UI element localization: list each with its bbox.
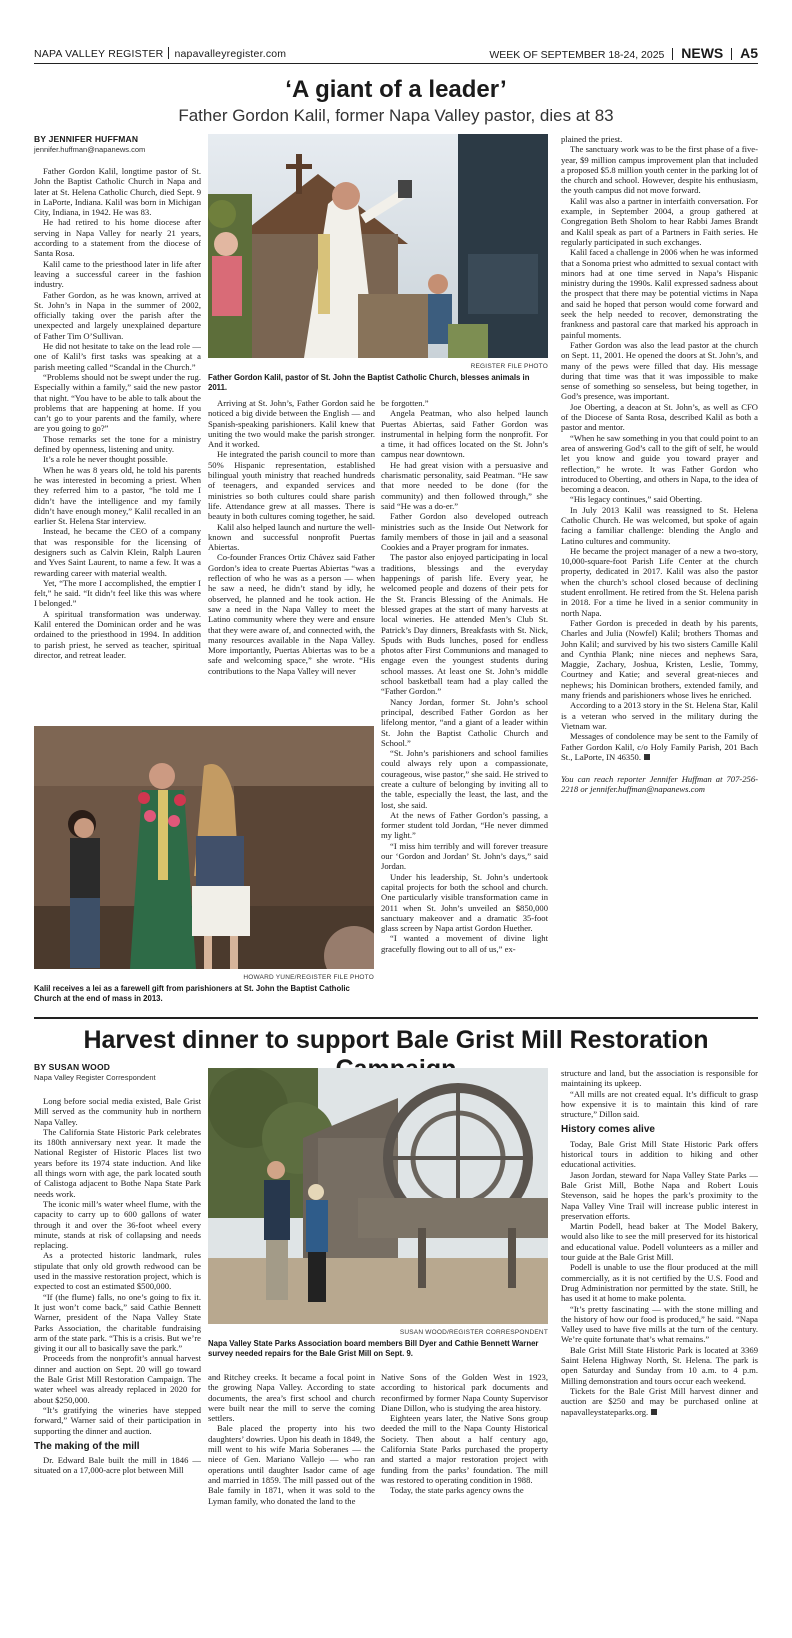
paragraph: “Problems should not be swept under the rug. Especially within a family,” said the new pastor that night. “You have to be able to talk about the problems that are happening at home. If you can’t go to your parents and the family, where are you going to go?” — [34, 371, 201, 434]
photo1-credit: REGISTER FILE PHOTO — [470, 363, 548, 370]
paragraph: “When he saw something in you that could point to an area of answering God’s call to the gift of self, he would let you know and guide you toward prayer and reflection,” he wrote. It was Father Gordon who introduced to Oberting, and others in Napa, to the idea of becoming a deacon. — [561, 432, 758, 495]
paragraph: “St. John’s parishioners and school families could always rely upon a compassionate, courageous, wise pastor,” she said. He strived to create a culture of belonging by inviting all to the table, especially the least, the last, and the lost, she said. — [381, 748, 548, 810]
story2-headline: Harvest dinner to support Bale Grist Mill Restoration — [83, 1026, 709, 1054]
story1-email[interactable]: jennifer.huffman@napanews.com — [34, 145, 146, 154]
paragraph: Martin Podell, head baker at The Model Bakery, would also like to see the mill preserved for its historical and educational value. Podell volunteers as a miller and tour guide at the Bale Grist Mill. — [561, 1221, 758, 1263]
page-number: A5 — [740, 45, 758, 61]
issue-week: WEEK OF SEPTEMBER 18-24, 2025 — [489, 49, 665, 61]
paragraph: He integrated the parish council to more than 50% Hispanic representation, established bilingual youth ministry that reached hundreds of teenagers, and expanded services and ministries so both cultures could share parish life. Attendance grew at all masses. There is beauty in both cultures coming together, he said. — [208, 449, 375, 522]
header-separator — [731, 48, 732, 60]
paragraph: “I miss him terribly and will forever treasure our ‘Gordon and Jordan’ St. John’s days,” said Jordan. — [381, 840, 548, 872]
story2-column-1 — [34, 1096, 201, 1630]
photo-lei-farewell — [34, 726, 374, 969]
paragraph: Kalil also helped launch and nurture the well-known and successful nonprofit Puertas Abiertas. — [208, 521, 375, 553]
paragraph: Kalil faced a challenge in 2006 when he was informed that a Sonoma priest who admitted to sexual contact with minors had at one time served in Napa’s Hispanic ministry during the 1990s. Kalil expressed sadness about the prospect that there may be potential victims in Napa and said he hoped that person would come forward and seek the help needed to recover, demonstrating the frankness and pastoral care that marked his approach in painful moments. — [561, 247, 758, 340]
paragraph: Bale placed the property into his two daughters’ dowries. Upon his death in 1849, the mill went to his wife Maria Soberanes — the niece of Gen. Mariano Vallejo — who ran operations until daughter Isador came of age and married in 1859. The mill passed out of the Bale family in 1871, when it was sold to the Lyman family, who donated the land to the — [208, 1423, 375, 1506]
paragraph: “His legacy continues,” said Oberting. — [570, 494, 703, 505]
photo3-credit: SUSAN WOOD/REGISTER CORRESPONDENT — [399, 1329, 548, 1336]
paragraph: Messages of condolence may be sent to the Family of Father Gordon Kalil, c/o Holy Family Parish, 201 Bach St., LaPorte, IN 46350. — [561, 731, 758, 762]
paragraph: At the news of Father Gordon’s passing, a former student told Jordan, “He never dimmed my light.” — [381, 809, 548, 841]
photo3-caption: Napa Valley State Parks Association board members Bill Dyer and Cathie Bennett Warner survey needed repairs for the Bale Grist Mill on Sept. 9. — [208, 1339, 539, 1358]
paragraph: be forgotten.” — [381, 398, 429, 408]
paragraph: Nancy Jordan, former St. John’s school principal, described Father Gordon as her lifelong mentor, “and a giant of a leader within St. John the Baptist Catholic Church and School.” — [381, 696, 548, 748]
paragraph: The iconic mill’s water wheel flume, with the capacity to carry up to 600 gallons of water through it and over the 36-foot wheel every minute, stands at risk of collapsing and needs replacing. — [34, 1198, 201, 1251]
paragraph: Father Gordon Kalil, longtime pastor of St. John the Baptist Catholic Church in Napa and later at St. Helena Catholic Church, died Sept. 9 in LaPorte, Indiana. Kalil was born in Michigan City, Indiana, in 1942. He was 83. — [34, 166, 201, 218]
paragraph: Joe Oberting, a deacon at St. John’s, as well as CFO of the Diocese of Santa Rosa, described Kalil as both a pastor and mentor. — [561, 401, 758, 433]
paragraph: Today, Bale Grist Mill State Historic Park offers historical tours in addition to hiking and other educational activities. — [561, 1138, 758, 1170]
paragraph: Today, the state parks agency owns the — [390, 1485, 524, 1496]
header-left — [34, 47, 286, 60]
paragraph: Instead, he became the CEO of a company that was responsible for the licensing of designers such as Calvin Klein, Ralph Lauren and Yves Saint Laurent, to name a few. It was a rewarding career with material wealth. — [34, 526, 201, 578]
section-label: NEWS — [681, 45, 724, 61]
paragraph: plained the priest. — [561, 134, 623, 144]
paragraph: He became the project manager of a new a two-story, 10,000-square-foot Parish Life Center at the church property, dedicated in 2017. Kalil was also the pastor when the church’s school closed because of declining student enrollment. He retired from the St. Helena parish in 2018. For a time he lived in a senior community in north Napa. — [561, 545, 758, 618]
paragraph: When he was 8 years old, he told his parents he was interested in becoming a priest. When they referred him to a pastor, “he told me I didn’t have the intelligence and my family didn’t have enough money,” Kalil recalled in an earlier St. Helena Star interview. — [34, 464, 201, 527]
photo2-caption: Kalil receives a lei as a farewell gift from parishioners at St. John the Baptist Catholic Church at the end of mass in 2013. — [34, 984, 350, 1003]
paragraph: “I wanted a movement of divine light gracefully flowing out to all of us,” ex- — [381, 933, 548, 954]
paragraph: Father Gordon was also the lead pastor at the church on Sept. 11, 2001. He opened the doors at St. John’s, and many of the pews were filled that day. His message during that time was that it was impossible to make sense of something so senseless, but being together, in God’s presence, was important. — [561, 339, 758, 402]
paragraph: Arriving at St. John’s, Father Gordon said he noticed a big divide between the English — and Spanish-speaking parishioners. Kalil knew that uniting the two would make the parish stronger. And it worked. — [208, 398, 375, 450]
paragraph: Those remarks set the tone for a ministry defined by openness, listening and unity. — [34, 433, 201, 455]
paragraph: He had retired to his home diocese after serving in Napa Valley for nearly 21 years, according to a statement from the diocese of Santa Rosa. — [34, 217, 201, 259]
end-of-story-mark — [644, 754, 650, 760]
paragraph: A spiritual transformation was underway. Kalil entered the Dominican order and he was ordained to the priesthood in 1994. In addition to parish priest, he served as teacher, spiritual director, and retreat leader. — [34, 608, 201, 660]
paragraph: Kalil was also a partner in interfaith conversation. For example, in September 2004, a group gathered at Congregation Beth Sholom to hear Rabbi James Brandt and Kalil speak as part of a Partners in Faith series. He regularly participated in such exchanges. — [561, 195, 758, 247]
paragraph: Native Sons of the Golden West in 1923, according to historical park documents and reconfirmed by former Napa County Supervisor Diane Dillon, who is studying the area history. — [381, 1372, 548, 1413]
photo1-caption: Father Gordon Kalil, pastor of St. John the Baptist Catholic Church, blesses animals in 2011. — [208, 373, 530, 392]
paragraph: Angela Peatman, who also helped launch Puertas Abiertas, said Father Gordon was instrumental in helping form the nonprofit. For a time, it had offices located on the St. John’s campus near downtown. — [381, 408, 548, 460]
story-divider — [34, 1017, 758, 1019]
page-header — [34, 44, 758, 64]
story1-subheadline: Father Gordon Kalil, former Napa Valley pastor, dies at 83 — [178, 106, 614, 125]
paragraph: Dr. Edward Bale built the mill in 1846 — situated on a 17,000-acre plot between Mill — [34, 1455, 201, 1476]
site-link[interactable]: napavalleyregister.com — [174, 48, 287, 60]
story2-column-4 — [561, 1068, 758, 1632]
story1-byline: BY JENNIFER HUFFMAN — [34, 134, 139, 144]
paragraph: He had great vision with a persuasive and charismatic personality, said Peatman. “He saw that more needed to be done (for the community) and then followed through,” she said “He was a do-er.” — [381, 459, 548, 511]
paragraph: Podell is unable to use the flour produced at the mill commercially, as it is not certified by the U.S. Food and Drug Administration nor permitted by the state. Still, he has used it at home to make polenta. — [561, 1262, 758, 1304]
story2-role: Napa Valley Register Correspondent — [34, 1073, 156, 1082]
paragraph: According to a 2013 story in the St. Helena Star, Kalil is a veteran who served in the military during the Vietnam war. — [561, 700, 758, 731]
section-heading: History comes alive — [561, 1124, 655, 1136]
paragraph: He did not hesitate to take on the lead role — one of Kalil’s first tasks was speaking at a parish meeting called “Scandal in the Church.” — [34, 341, 201, 372]
paragraph: Yet, “The more I accomplished, the emptier I felt,” he said. “It didn’t feel like this was where I belonged.” — [34, 577, 201, 609]
paragraph: It’s a role he never thought possible. — [43, 454, 168, 465]
header-separator — [168, 47, 169, 59]
paragraph: “It’s gratifying the wineries have stepped forward,” Warner said of their participation in supporting the dinner and auction. — [34, 1404, 201, 1436]
story2-byline-block — [34, 1062, 201, 1082]
photo2-credit: HOWARD YUNE/REGISTER FILE PHOTO — [243, 974, 374, 981]
story2-column-2 — [208, 1372, 375, 1632]
paragraph: The pastor also enjoyed participating in local traditions, blessings and the everyday happenings of parish life. Every year, he welcomed people and dozens of their pets for the St. Francis Blessing of the Animals. He blessed grapes at the start of many harvests at local wineries. He attended Men’s Club St. Patrick’s Day dinners, Breakfasts with St. Nick, Spuds with Buds lunches, posed for endless photos after First Communions and managed to engage even the youngest students during school masses. At least one St. John’s middle school basketball team had a play called the “Father Gordon.” — [381, 552, 548, 697]
end-of-story-mark — [651, 1409, 657, 1415]
header-right — [489, 45, 758, 61]
paragraph: Father Gordon also developed outreach ministries such as the Inside Out Network for family members of those in jail and a seasonal Cookies and a Prayer program for inmates. — [381, 511, 548, 553]
paper-name: NAPA VALLEY REGISTER — [34, 48, 164, 60]
paragraph: As a protected historic landmark, rules stipulate that only old growth redwood can be used in the massive restoration project, which is expected to cost an estimated $500,000. — [34, 1250, 201, 1292]
paragraph: Co-founder Frances Ortiz Chávez said Father Gordon’s idea to create Puertas Abiertas “was a reflection of who he was as a person — when he saw a need, he didn’t stand by idly, he observed, he planned and he took action. He saw a need in the Napa Valley to meet the Latino community where they were and ensure that they were aware of, and connected with, the many resources available in the Napa Valley. More importantly, Puertas Abiertas was to be a safe and welcoming space,” she wrote. “His contributions to the Napa Valley will never — [208, 552, 375, 676]
story1-headline: ‘A giant of a leader’ — [285, 76, 507, 103]
photo-animal-blessing — [208, 134, 548, 358]
paragraph: Tickets for the Bale Grist Mill harvest dinner and auction are $250 and may be purchased online at napavalleystateparks.org. — [561, 1385, 758, 1417]
paragraph: “All mills are not created equal. It’s difficult to grasp how expensive it is to maintain this kind of rare structure,” Dillon said. — [561, 1088, 758, 1120]
story1-column-4 — [561, 134, 758, 1004]
paragraph: “It’s pretty fascinating — with the stone milling and the history of how our food is produced,” he said. “Napa Valley used to have five mills at the turn of the century. We’re quite fortunate that’s what remains.” — [561, 1303, 758, 1345]
paragraph: “If (the flume) falls, no one’s going to fix it. It just won’t come back,” said Cathie Bennett Warner, president of the Napa Valley State Parks Association, the charitable fundraising arm of the state park. “This is a crisis. But we’re giving it our all to basically save the park.” — [34, 1291, 201, 1354]
story1-column-2 — [208, 398, 375, 724]
paragraph: and Ritchey creeks. It became a focal point in the growing Napa Valley. According to state documents, the area’s first school and church were built near the mill to serve the coming settlers. — [208, 1372, 375, 1424]
paragraph: The California State Historic Park celebrates its 180th anniversary next year. It made the National Register of Historic Places list two years before its 1974 state induction. And like all things worn with age, the park located south of Calistoga adjacent to Bothe Napa State Park needs work. — [34, 1126, 201, 1199]
reporter-tagline: You can reach reporter Jennifer Huffman at 707-256-2218 or jennifer.huffman@napanews.com — [561, 774, 758, 795]
header-separator — [672, 48, 673, 60]
story2-column-3 — [381, 1372, 548, 1632]
paragraph: Jason Jordan, steward for Napa Valley State Parks — Bale Grist Mill, Bothe Napa and Robert Louis Stevenson, said he hopes the park’s proximity to the Napa Valley Vine Trail will increase public interest in preservation efforts. — [561, 1169, 758, 1221]
paragraph: Kalil came to the priesthood later in life after leaving a successful career in the fashion industry. — [34, 258, 201, 290]
paragraph: Long before social media existed, Bale Grist Mill served as the community hub in northern Napa Valley. — [34, 1096, 201, 1127]
paragraph: The sanctuary work was to be the first phase of a five-year, $9 million campus improvement plan that included a proposed $5.8 million youth center in the parking lot of the church and school. However, despite his enthusiasm, the youth campus did not move forward. — [561, 144, 758, 196]
paragraph: Proceeds from the nonprofit’s annual harvest dinner and auction on Sept. 20 will go toward the Bale Grist Mill Restoration Campaign. The water wheel was already replaced in 2020 for about $250,000. — [34, 1353, 201, 1405]
paragraph: Eighteen years later, the Native Sons group deeded the mill to the Napa County Historical Society. Then about a half century ago, California State Parks purchased the property and started a major restoration project with funding from the parks’ foundation. The mill was restored to operating condition in 1988. — [381, 1413, 548, 1485]
paragraph: Under his leadership, St. John’s undertook capital projects for both the school and church. One particularly visible transformation came in 2011 when St. John’s unveiled an $850,000 sanctuary makeover and a dramatic 35-foot glass screen by Napa artist Gordon Huether. — [381, 871, 548, 934]
paragraph: structure and land, but the association is responsible for maintaining its upkeep. — [561, 1068, 758, 1089]
paragraph: Father Gordon, as he was known, arrived at St. John’s in Napa in the summer of 2002, officially taking over the parish after the unexpected and largely unexplained departure of Father Tim O’Sullivan. — [34, 289, 201, 341]
paragraph: In July 2013 Kalil was reassigned to St. Helena Catholic Church. He was welcomed, but spoke of again facing a familiar challenge: blending the Anglo and Latino cultures and community. — [561, 504, 758, 546]
story1-column-3 — [381, 398, 548, 1004]
photo-bale-grist-mill — [208, 1068, 548, 1324]
photo-image — [34, 726, 374, 969]
story1-column-1 — [34, 166, 201, 722]
story1-byline-block — [34, 134, 201, 154]
photo-image — [208, 1068, 548, 1324]
story2-byline: BY SUSAN WOOD — [34, 1062, 111, 1072]
paragraph: Bale Grist Mill State Historic Park is located at 3369 Saint Helena Highway North, St. Helena. The park is open Saturday and Sunday from 10 a.m. to 4 p.m. Milling demonstration and tours occur each weekend. — [561, 1344, 758, 1386]
photo-image — [208, 134, 548, 358]
section-heading: The making of the mill — [34, 1440, 140, 1452]
paragraph: Father Gordon is preceded in death by his parents, Charles and Julia (Nowfel) Kalil; brothers Thomas and John Kalil; and survived by his two sisters Camille Kalil and Cynthia Plank; nine nieces and nephews Sara, Maggie, Zachary, Joshua, Kristen, Leslie, Tommy, Courtney and Katie; and several great-nieces and nephews; his Dominican brothers, extended family, and many friends and parishioners whose lives he enriched. — [561, 617, 758, 701]
